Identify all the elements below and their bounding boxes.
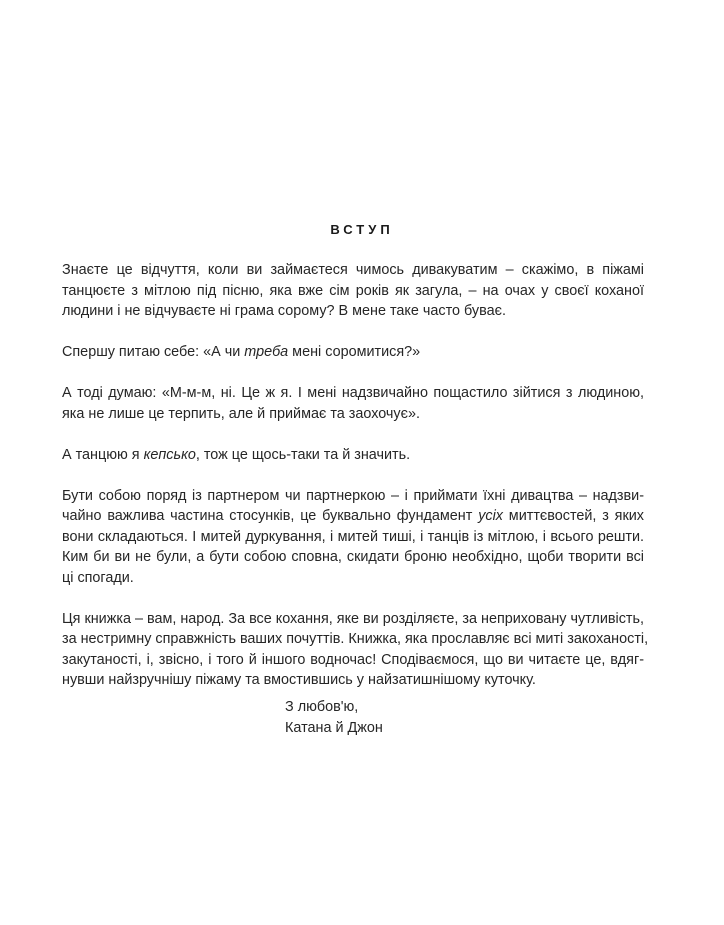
italic-text: кепсько (143, 446, 196, 463)
text-segment: А танцюю я (62, 446, 144, 463)
text-segment: танцюєте з мітлою під пісню, яка вже сім років як загула, – на очах у своєї коханої (62, 282, 644, 299)
text-line (62, 670, 644, 691)
paragraph (62, 383, 644, 424)
italic-text: треба (244, 344, 289, 360)
paragraph (62, 342, 644, 363)
paragraph (62, 445, 644, 466)
text-segment: А тоді думаю: «М-м-м, ні. Це ж я. І мені надзвичайно пощастило зійтися з людиною, (62, 385, 644, 401)
text-line (62, 568, 644, 589)
text-segment: людини і не відчуваєте ні грама сорому? В мене таке часто буває. (62, 303, 506, 319)
text-line (62, 301, 644, 322)
text-segment: чайно важлива частина стосунків, це буквально фундамент (62, 508, 479, 524)
text-line (62, 629, 649, 650)
text-line (62, 383, 644, 404)
text-segment: мені соромитися?» (288, 344, 421, 360)
text-segment: вони складаються. І митей дуркування, і митей тиші, і танців із мітлою, і всього решти. (62, 528, 644, 545)
text-segment: нувши найзручнішу піжаму та вмостившись у найзатишнішому куточку. (62, 672, 536, 688)
signoff (285, 697, 383, 739)
text-line (62, 527, 644, 548)
text-segment: Ким би ви не були, а бути собою сповна, скидати броню необхідно, щоби творити всі (62, 549, 644, 565)
body-text (62, 260, 649, 711)
text-segment: миттєвостей, з яких (502, 508, 644, 524)
text-segment: Знаєте це відчуття, коли ви займаєтеся чимось дивакуватим – скажімо, в піжамі (62, 262, 644, 278)
paragraph (62, 486, 644, 589)
text-line (62, 506, 644, 527)
paragraph (62, 609, 649, 691)
text-line (62, 260, 644, 281)
page-heading: ВСТУП (330, 222, 394, 237)
text-segment: Спершу питаю себе: «А чи (62, 344, 245, 360)
text-line (62, 404, 644, 425)
italic-text: усіх (478, 508, 503, 524)
text-line (62, 547, 644, 568)
signoff-line-2: Катана й Джон (285, 720, 383, 736)
signoff-line-1: З любов'ю, (285, 699, 359, 715)
text-segment: за нестримну справжність ваших почуттів. Книжка, яка прославляє всі миті закоханості, (62, 631, 649, 647)
text-line (62, 445, 644, 466)
text-segment: Бути собою поряд із партнером чи партнеркою – і приймати їхні дивацтва – надзви- (62, 487, 644, 504)
text-line (62, 650, 644, 671)
text-segment: , тож це щось-таки та й значить. (195, 446, 411, 463)
text-segment: Ця книжка – вам, народ. За все кохання, яке ви розділяєте, за неприховану чутливість, (62, 610, 644, 627)
text-segment: ці спогади. (62, 569, 134, 586)
text-segment: закутаності, і, звісно, і того й іншого водночас! Сподіваємося, що ви читаєте це, вдяг- (62, 651, 644, 668)
text-line (62, 609, 644, 630)
text-line (62, 281, 644, 302)
text-line (62, 342, 644, 363)
text-segment: яка не лише це терпить, але й приймає та заохочує». (62, 405, 420, 422)
paragraph (62, 260, 644, 322)
text-line (62, 486, 644, 507)
